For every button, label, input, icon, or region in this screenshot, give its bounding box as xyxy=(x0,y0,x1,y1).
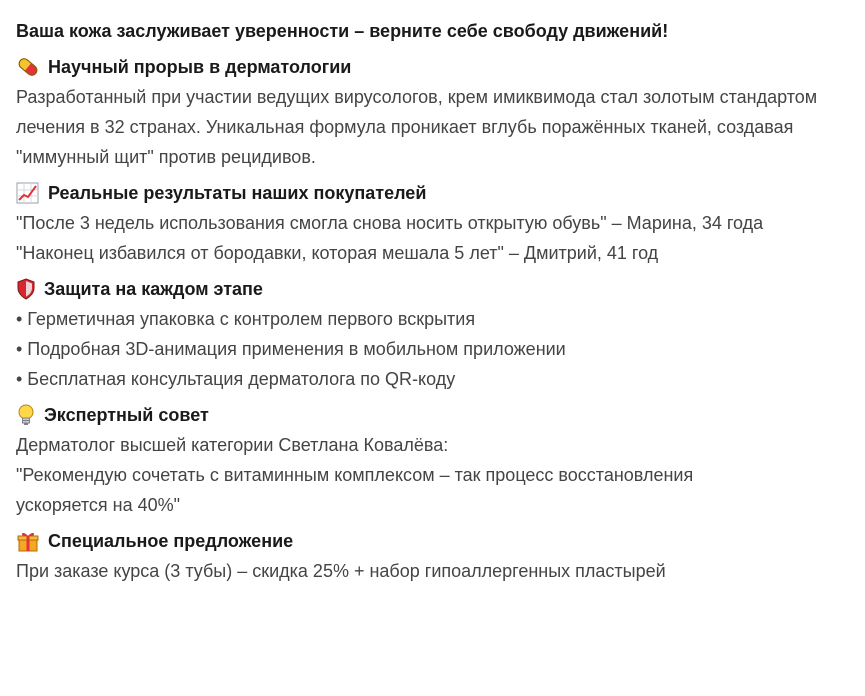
section-title-text: Защита на каждом этапе xyxy=(44,279,263,299)
chart-increasing-icon xyxy=(16,182,40,204)
testimonial-line: "После 3 недель использования смогла снова носить открытую обувь" – Марина, 34 года xyxy=(16,213,764,233)
section-results xyxy=(16,178,856,268)
section-title-text: Специальное предложение xyxy=(48,531,294,551)
section-protection xyxy=(16,274,856,394)
light-bulb-icon xyxy=(16,404,36,426)
section-science xyxy=(16,52,856,172)
list-item: • Герметичная упаковка с контролем первого вскрытия xyxy=(16,309,476,329)
section-title xyxy=(16,526,856,556)
section-expert xyxy=(16,400,856,520)
section-title-text: Реальные результаты наших покупателей xyxy=(48,183,427,203)
offer-line: При заказе курса (3 тубы) – скидка 25% + набор гипоаллергенных пластырей xyxy=(16,561,666,581)
section-paragraph: Разработанный при участии ведущих вирусологов, крем имиквимода стал золотым стандартом лечения в 32 странах. Уникальная формула проникает вглубь поражённых тканей, создавая "иммунный щит" против рецидивов. xyxy=(16,87,818,167)
section-title xyxy=(16,178,856,208)
expert-quote-line: "Рекомендую сочетать с витаминным комплексом – так процесс восстановления xyxy=(16,465,694,485)
headline: Ваша кожа заслуживает уверенности – верните себе свободу движений! xyxy=(16,21,669,41)
list-item: • Подробная 3D-анимация применения в мобильном приложении xyxy=(16,339,566,359)
section-title xyxy=(16,400,856,430)
section-title-text: Научный прорыв в дерматологии xyxy=(48,57,352,77)
expert-line: Дерматолог высшей категории Светлана Ковалёва: xyxy=(16,435,449,455)
section-title-text: Экспертный совет xyxy=(44,405,209,425)
expert-quote-line: ускоряется на 40%" xyxy=(16,495,181,515)
shield-icon xyxy=(16,278,36,300)
section-title xyxy=(16,274,856,304)
testimonial-line: "Наконец избавился от бородавки, которая мешала 5 лет" – Дмитрий, 41 год xyxy=(16,243,659,263)
pill-icon xyxy=(16,56,40,78)
section-title xyxy=(16,52,856,82)
message-content xyxy=(16,16,856,586)
section-offer xyxy=(16,526,856,586)
gift-icon xyxy=(16,530,40,552)
list-item: • Бесплатная консультация дерматолога по QR-коду xyxy=(16,369,456,389)
